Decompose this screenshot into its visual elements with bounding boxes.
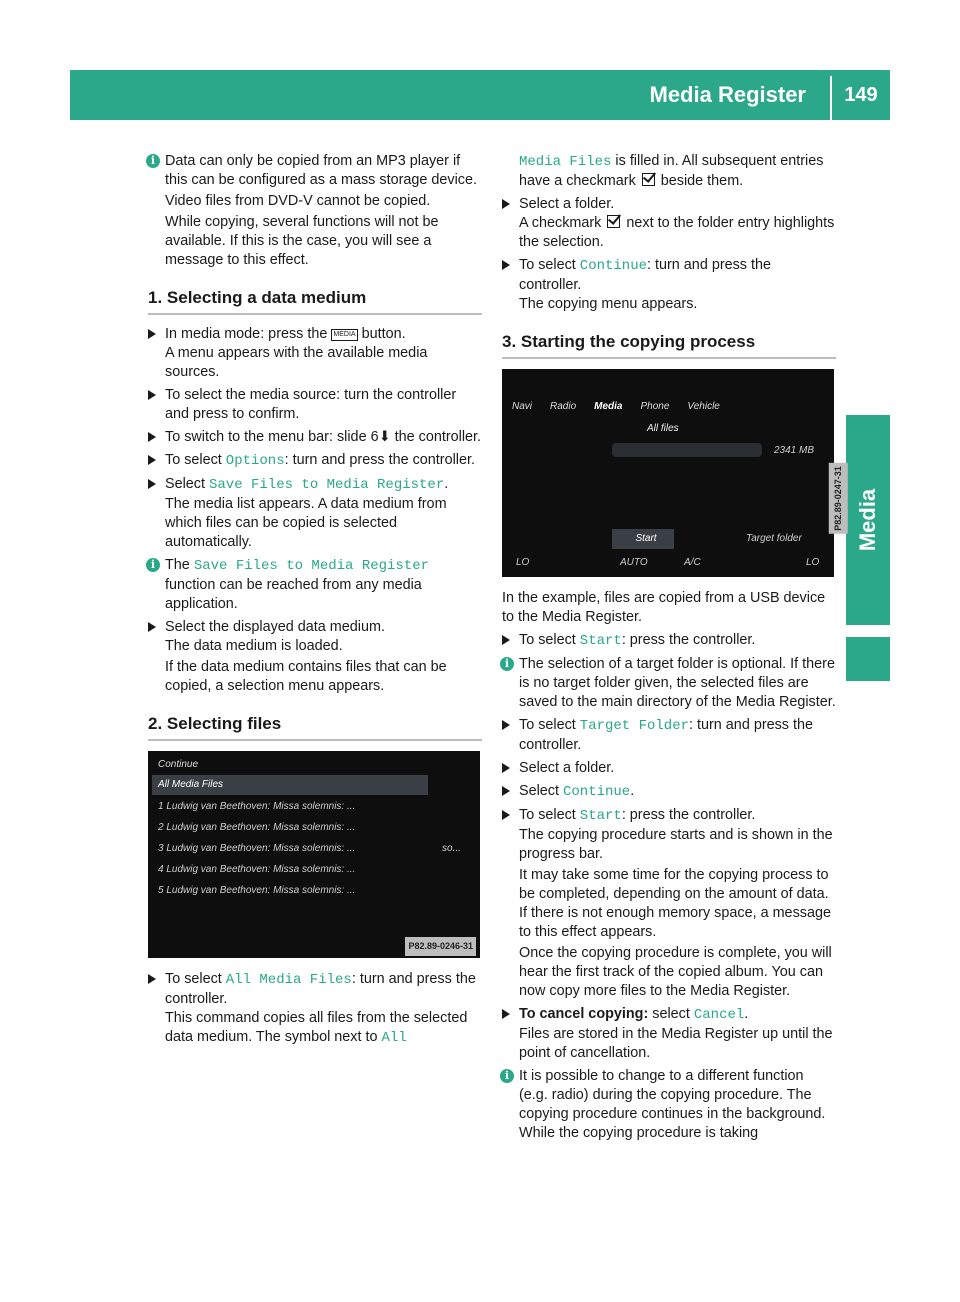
section-title: Media Register [649,82,806,107]
step-arrow-icon [502,635,510,645]
instruction-step: Select a folder. [502,759,836,778]
right-column: Media Files is filled in. All subsequent entries have a checkmark beside them. Select a folder. A checkmark next to the folder entry highlights the selection. To select Continue: turn and press the controller. The copying menu appears. 3. Starting the copying process Navi Radio Media Phone Vehicle All files 2341 MB Start Target folder LO AUTO A/C LO P82.89-0247-31 In the example, files are copied from a USB device to the Media Register. To select Start: press the controller. i The selection of a target folder is optional. If there is no target folder given, the selected files are saved to the main directory of the Media Register. To select Target Folder: turn and press the controller. Select a folder. Select Continue. To select Start: press the controller. The copying procedure starts and is shown in the progress bar. It may take some time for the copying process to be completed, depending on the amount of data. If there is not enough memory space, a message to this effect appears. Once the copying procedure is complete, you will hear the first track of the copied album. You can now copy more files to the Media Register. To cancel copying: select Cancel. Files are stored in the Media Register up until the point of cancellation. i It is possible to change to a different function (e.g. radio) during the copying procedure. The copying procedure continues in the background. While the copying procedure is taking [502,152,836,1143]
instruction-step: To select Continue: turn and press the controller. The copying menu appears. [502,256,836,314]
instruction-step: To select All Media Files: turn and press the controller. This command copies all files from the selected data medium. The symbol next to All [148,970,482,1048]
step-arrow-icon [502,786,510,796]
step-arrow-icon [502,1009,510,1019]
instruction-step: To select Target Folder: turn and press the controller. [502,716,836,755]
figure-code: P82.89-0247-31 [829,463,848,534]
section-heading: 1. Selecting a data medium [148,288,482,315]
instruction-step: To switch to the menu bar: slide 6⬇ the controller. [148,428,482,447]
info-note: i The Save Files to Media Register function can be reached from any media application. [148,556,482,614]
step-arrow-icon [148,329,156,339]
info-note: i Data can only be copied from an MP3 player if this can be configured as a mass storage device. [148,152,482,190]
step-arrow-icon [502,763,510,773]
info-note: i It is possible to change to a different function (e.g. radio) during the copying procedure. The copying procedure continues in the background. While the copying procedure is taking [502,1067,836,1143]
page-header [70,70,890,120]
screenshot-file-list: Continue All Media Files 1 Ludwig van Beethoven: Missa solemnis: ... 2 Ludwig van Beethoven: Missa solemnis: ... 3 Ludwig van Beethoven: Missa solemnis: ... 4 Ludwig van Beethoven: Missa solemnis: ... 5 Ludwig van Beethoven: Missa solemnis: ... so... P82.89-0246-31 [148,751,480,958]
chapter-marker [846,637,890,681]
instruction-step: Select Save Files to Media Register. The media list appears. A data medium from which files can be copied is selected automatically. [148,475,482,552]
step-arrow-icon [502,199,510,209]
chapter-tab-label: Media [855,488,881,552]
step-arrow-icon [148,974,156,984]
step-arrow-icon [148,455,156,465]
section-heading: 2. Selecting files [148,714,482,741]
section-heading: 3. Starting the copying process [502,332,836,359]
figure-code: P82.89-0246-31 [405,937,476,956]
step-arrow-icon [502,260,510,270]
step-arrow-icon [148,390,156,400]
step-arrow-icon [502,810,510,820]
instruction-step: Select a folder. A checkmark next to the folder entry highlights the selection. [502,195,836,252]
checkmark-icon [607,215,620,228]
instruction-step: In media mode: press the MEDIA button. A menu appears with the available media sources. [148,325,482,382]
start-button: Start [612,529,674,549]
step-arrow-icon [148,622,156,632]
instruction-step: Select Continue. [502,782,836,802]
info-icon: i [146,154,160,168]
checkmark-icon [642,173,655,186]
step-arrow-icon [502,720,510,730]
info-icon: i [500,657,514,671]
left-column: i Data can only be copied from an MP3 player if this can be configured as a mass storage device. Video files from DVD-V cannot be copied. While copying, several functions will not be available. If this is the case, you will see a message to this effect. 1. Selecting a data medium In media mode: press the MEDIA button. A menu appears with the available media sources. To select the media source: turn the controller and press to confirm. To switch to the menu bar: slide 6⬇ the controller. To select Options: turn and press the controller. Select Save Files to Media Register. The media list appears. A data medium from which files can be copied is selected automatically. i The Save Files to Media Register function can be reached from any media application. Select the displayed data medium. The data medium is loaded. If the data medium contains files that can be copied, a selection menu appears. 2. Selecting files Continue All Media Files 1 Ludwig van Beethoven: Missa solemnis: ... 2 Ludwig van Beethoven: Missa solemnis: ... 3 Ludwig van Beethoven: Missa solemnis: ... 4 Ludwig van Beethoven: Missa solemnis: ... 5 Ludwig van Beethoven: Missa solemnis: ... so... P82.89-0246-31 To select All Media Files: turn and press the controller. This command copies all files from the selected data medium. The symbol next to All [148,153,482,1046]
info-note: i The selection of a target folder is optional. If there is no target folder given, the selected files are saved to the main directory of the Media Register. [502,655,836,712]
controller-slide-icon: 6 [370,429,379,445]
instruction-step: To select Options: turn and press the controller. [148,451,482,471]
info-icon: i [146,558,160,572]
instruction-step: To cancel copying: select Cancel. Files are stored in the Media Register up until the point of cancellation. [502,1005,836,1063]
instruction-step: To select Start: press the controller. The copying procedure starts and is shown in the progress bar. [502,806,836,864]
step-arrow-icon [148,479,156,489]
page-number: 149 [844,84,878,106]
instruction-step: To select Start: press the controller. [502,631,836,651]
media-button-icon: MEDIA [331,329,357,341]
step-arrow-icon [148,432,156,442]
all-media-files-row: All Media Files [152,775,428,795]
instruction-step: To select the media source: turn the controller and press to confirm. [148,386,482,424]
shot-menu-bar: Navi Radio Media Phone Vehicle [512,401,720,412]
info-icon: i [500,1069,514,1083]
screenshot-copy-menu: Navi Radio Media Phone Vehicle All files 2341 MB Start Target folder LO AUTO A/C LO P82.89-0247-31 [502,369,834,577]
instruction-step: Select the displayed data medium. The data medium is loaded. [148,618,482,656]
chapter-tab [846,415,890,625]
